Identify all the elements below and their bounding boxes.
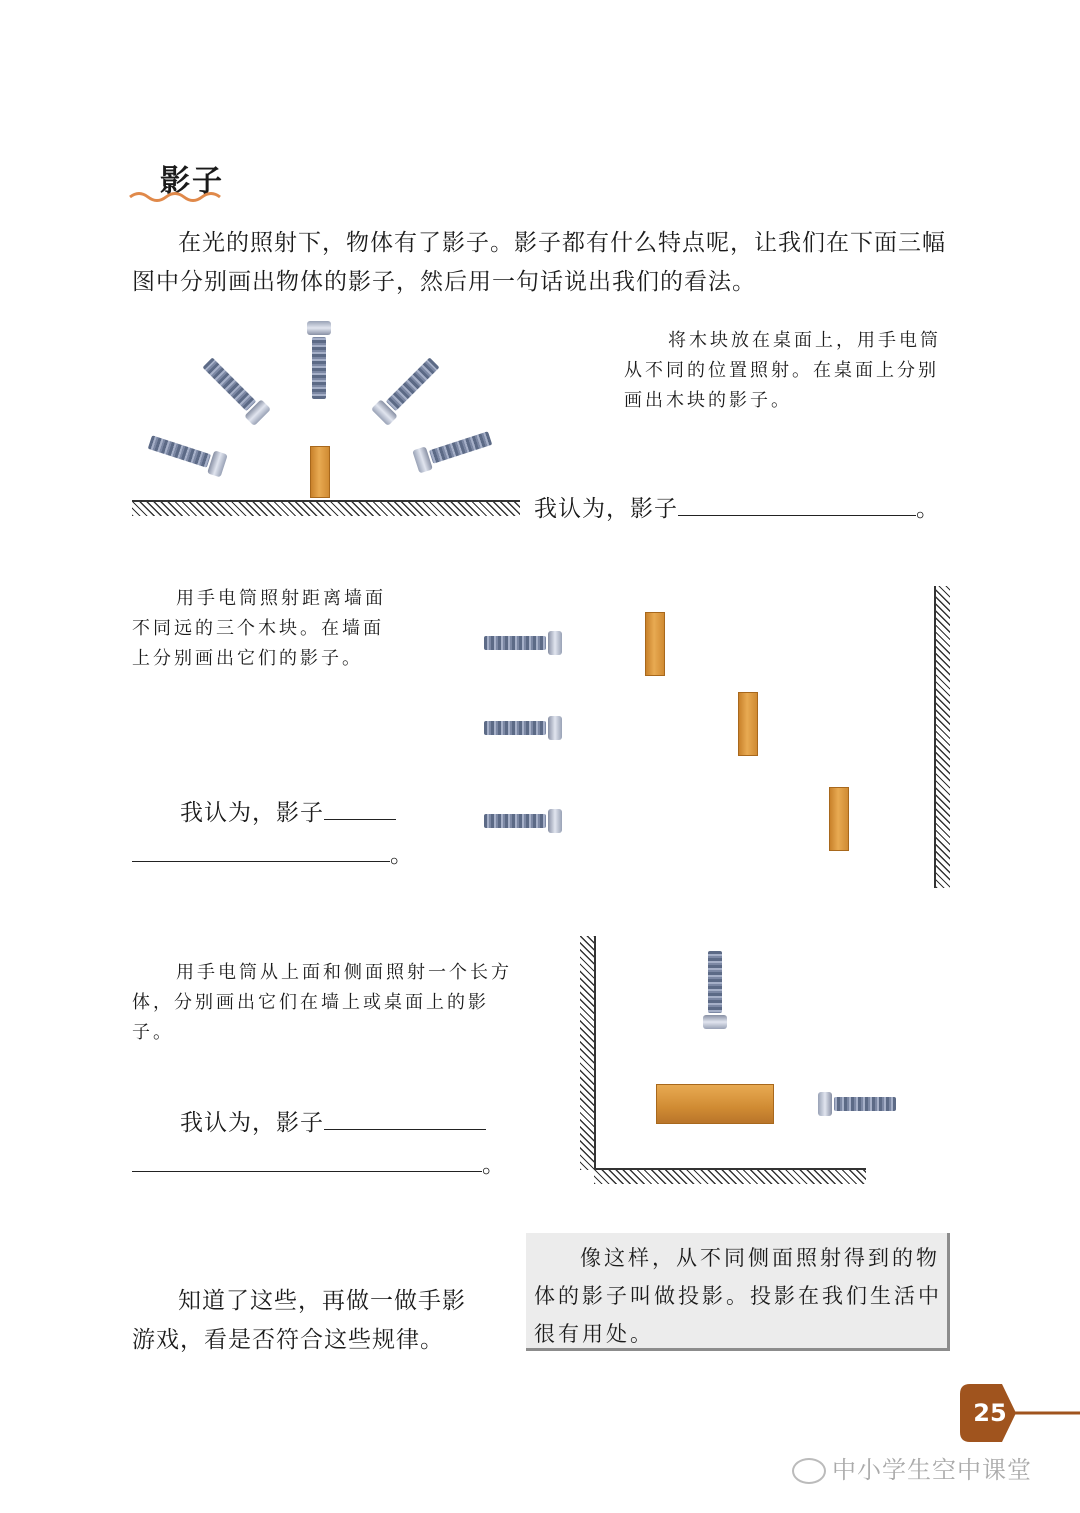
wood-block xyxy=(645,612,665,676)
chat-bubble-icon xyxy=(792,1458,826,1484)
wall-surface xyxy=(934,586,950,888)
answer-blank[interactable] xyxy=(324,795,396,820)
answer-blank[interactable] xyxy=(132,1147,482,1172)
activity-2-answer-line-1 xyxy=(180,794,396,833)
flashlight-icon xyxy=(484,811,562,831)
summary-box xyxy=(526,1233,950,1351)
wood-block xyxy=(738,692,758,756)
flashlight-icon xyxy=(309,321,329,399)
summary-text: 像这样，从不同侧面照射得到的物体的影子叫做投影。投影在我们生活中很有用处。 xyxy=(534,1246,942,1346)
wood-block xyxy=(829,787,849,851)
activity-1-answer: 我认为，影子 。 xyxy=(534,490,940,529)
page-title: 影子 xyxy=(160,164,224,199)
answer-prompt: 我认为，影子 xyxy=(534,496,678,522)
flashlight-icon xyxy=(372,355,441,424)
wood-block xyxy=(656,1084,774,1124)
activity-3-answer-line-2: 。 xyxy=(132,1146,506,1185)
wood-block xyxy=(310,446,330,498)
activity-2-note: 用手电筒照射距离墙面不同远的三个木块。在墙面上分别画出它们的影子。 xyxy=(132,588,386,669)
intro-paragraph: 在光的照射下，物体有了影子。影子都有什么特点呢，让我们在下面三幅图中分别画出物体的影子，然后用一句话说出我们的看法。 xyxy=(132,230,946,295)
flashlight-icon xyxy=(200,355,269,424)
table-surface xyxy=(594,1168,866,1184)
activity-3-answer-line-1 xyxy=(180,1104,486,1143)
answer-prompt: 我认为，影子 xyxy=(180,800,324,826)
answer-blank[interactable] xyxy=(678,491,916,516)
flashlight-icon xyxy=(818,1094,896,1114)
activity-1-note: 将木块放在桌面上，用手电筒从不同的位置照射。在桌面上分别画出木块的影子。 xyxy=(624,330,941,411)
answer-prompt: 我认为，影子 xyxy=(180,1110,324,1136)
answer-blank[interactable] xyxy=(324,1105,486,1130)
title-wave-decoration xyxy=(128,190,224,204)
watermark: 中小学生空中课堂 xyxy=(792,1450,1032,1485)
activity-3-note: 用手电筒从上面和侧面照射一个长方体，分别画出它们在墙上或桌面上的影子。 xyxy=(132,962,512,1043)
hand-shadow-paragraph: 知道了这些，再做一做手影游戏，看是否符合这些规律。 xyxy=(132,1288,466,1353)
flashlight-icon xyxy=(705,951,725,1029)
flashlight-icon xyxy=(413,428,493,471)
table-surface xyxy=(132,500,520,516)
flashlight-icon xyxy=(484,633,562,653)
activity-2-answer-line-2: 。 xyxy=(132,836,414,875)
answer-blank[interactable] xyxy=(132,837,390,862)
page-number: 25 xyxy=(973,1399,1007,1427)
flashlight-icon xyxy=(484,718,562,738)
flashlight-icon xyxy=(147,432,227,475)
wall-surface xyxy=(580,936,596,1170)
